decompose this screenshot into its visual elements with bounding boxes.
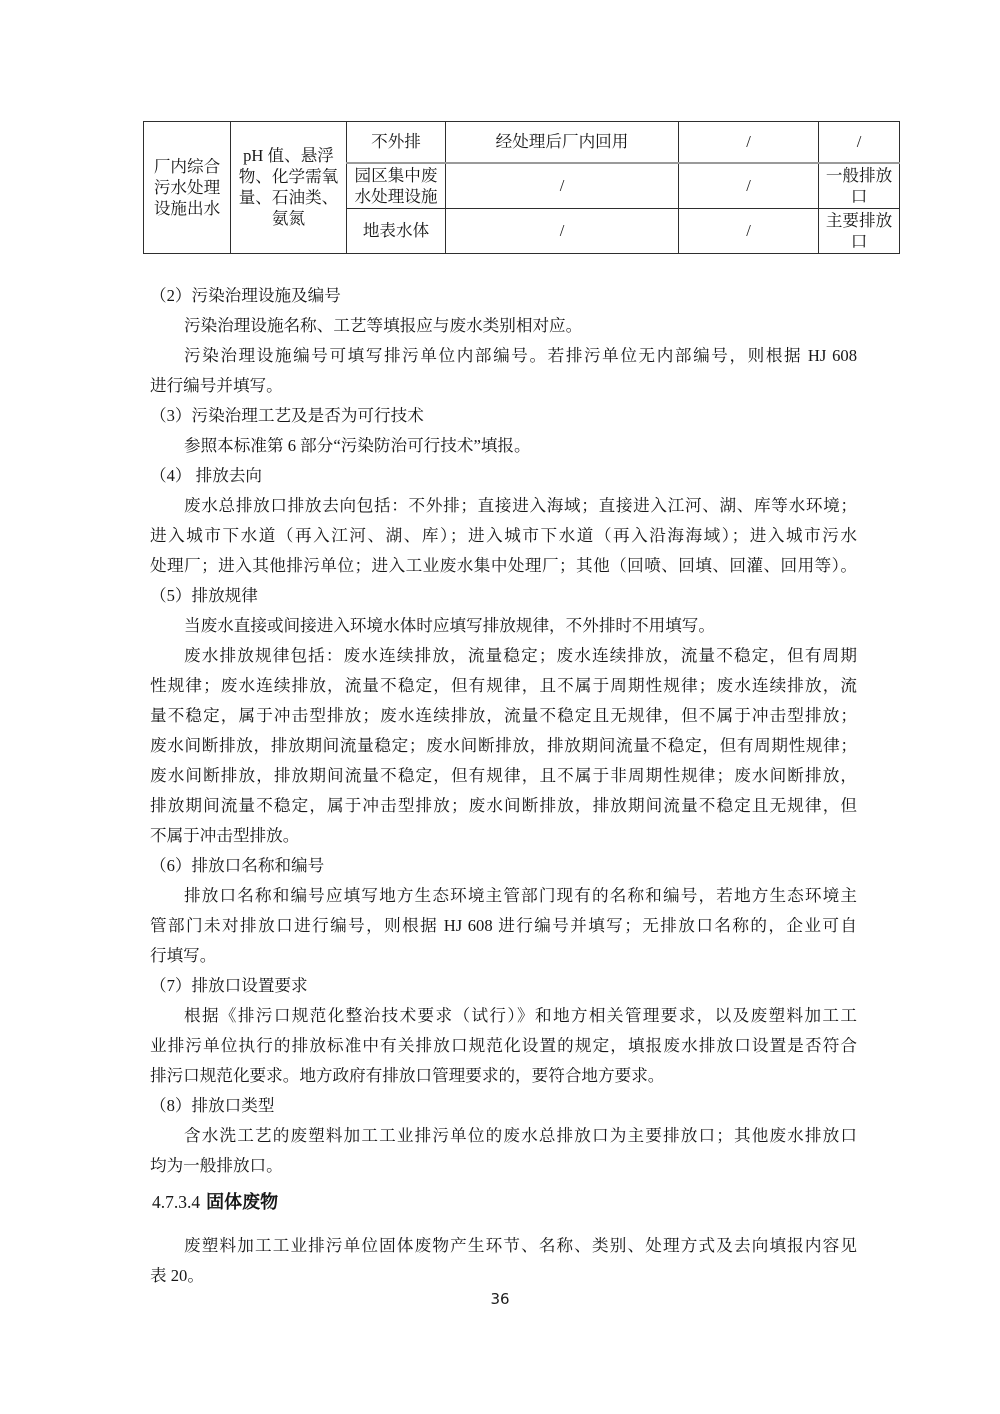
table-cell-destination: 不外排 bbox=[347, 122, 446, 163]
table-cell-destination: 地表水体 bbox=[347, 208, 446, 253]
wastewater-outlet-table bbox=[143, 121, 900, 254]
page-content bbox=[143, 121, 893, 1291]
table-cell-outlet-type: 一般排放口 bbox=[819, 163, 900, 209]
body-line: 根据《排污口规范化整治技术要求（试行）》和地方相关管理要求，以及废塑料加工工 bbox=[184, 1005, 857, 1025]
list-item-heading: （8）排放口类型 bbox=[150, 1095, 275, 1115]
body-line: 废塑料加工工业排污单位固体废物产生环节、名称、类别、处理方式及去向填报内容见 bbox=[184, 1235, 857, 1255]
section-number: 4.7.3.4 bbox=[152, 1191, 201, 1212]
body-line: 废水间断排放，排放期间流量稳定；废水间断排放，排放期间流量不稳定，但有周期性规律； bbox=[150, 735, 857, 755]
section-title: 固体废物 bbox=[206, 1191, 279, 1212]
body-line: 废水总排放口排放去向包括：不外排；直接进入海域；直接进入江河、湖、库等水环境； bbox=[184, 495, 857, 515]
list-item-heading: （3）污染治理工艺及是否为可行技术 bbox=[150, 405, 424, 425]
body-line: 业排污单位执行的排放标准中有关排放口规范化设置的规定，填报废水排放口设置是否符合 bbox=[150, 1035, 857, 1055]
table-cell-outlet-type: / bbox=[819, 122, 900, 163]
body-line: 均为一般排放口。 bbox=[150, 1155, 283, 1175]
body-line: 进行编号并填写。 bbox=[150, 375, 283, 395]
body-line: 性规律；废水连续排放，流量不稳定，但有规律，且不属于周期性规律；废水连续排放，流 bbox=[150, 675, 857, 695]
table-cell-outlet-type: 主要排放口 bbox=[819, 208, 900, 253]
body-line: 行填写。 bbox=[150, 945, 217, 965]
body-line: 含水洗工艺的废塑料加工工业排污单位的废水总排放口为主要排放口；其他废水排放口 bbox=[184, 1125, 857, 1145]
body-text bbox=[150, 281, 857, 1181]
body-line: 当废水直接或间接进入环境水体时应填写排放规律，不外排时不用填写。 bbox=[184, 615, 715, 635]
body-line: 废水排放规律包括：废水连续排放，流量稳定；废水连续排放，流量不稳定，但有周期 bbox=[184, 645, 857, 665]
list-item-heading: （2）污染治理设施及编号 bbox=[150, 285, 341, 305]
list-item-heading: （6）排放口名称和编号 bbox=[150, 855, 325, 875]
list-item-heading: （4） 排放去向 bbox=[150, 465, 263, 485]
body-line: 参照本标准第 6 部分“污染防治可行技术”填报。 bbox=[184, 435, 531, 455]
body-line: 量不稳定，属于冲击型排放；废水连续排放，流量不稳定且无规律，但不属于冲击型排放； bbox=[150, 705, 857, 725]
body-line: 排放期间流量不稳定，属于冲击型排放；废水间断排放，排放期间流量不稳定且无规律，但 bbox=[150, 795, 857, 815]
table-cell-pollutants: pH 值、悬浮物、化学需氧量、石油类、氨氮 bbox=[231, 122, 347, 254]
body-line: 污染治理设施编号可填写排污单位内部编号。若排污单位无内部编号，则根据 HJ 608 bbox=[184, 345, 857, 365]
table-cell-treatment: 经处理后厂内回用 bbox=[446, 122, 679, 163]
body-line: 进入城市下水道（再入江河、湖、库）；进入城市下水道（再入沿海海域）；进入城市污水 bbox=[150, 525, 857, 545]
body-line: 污染治理设施名称、工艺等填报应与废水类别相对应。 bbox=[184, 315, 583, 335]
body-line: 处理厂；进入其他排污单位；进入工业废水集中处理厂；其他（回喷、回填、回灌、回用等）。 bbox=[150, 555, 857, 575]
table-cell-blank: / bbox=[679, 122, 819, 163]
tail-text bbox=[150, 1231, 857, 1291]
table-cell-treatment: / bbox=[446, 208, 679, 253]
list-item-heading: （7）排放口设置要求 bbox=[150, 975, 308, 995]
body-line: 排污口规范化要求。地方政府有排放口管理要求的，要符合地方要求。 bbox=[150, 1065, 665, 1085]
section-heading bbox=[152, 1187, 857, 1217]
body-line: 管部门未对排放口进行编号，则根据 HJ 608 进行编号并填写；无排放口名称的，企业可自 bbox=[150, 915, 857, 935]
list-item-heading: （5）排放规律 bbox=[150, 585, 258, 605]
body-line: 排放口名称和编号应填写地方生态环境主管部门现有的名称和编号，若地方生态环境主 bbox=[184, 885, 857, 905]
table-cell-blank: / bbox=[679, 163, 819, 209]
page-number: 36 bbox=[490, 1290, 510, 1308]
body-line: 不属于冲击型排放。 bbox=[150, 825, 300, 845]
table-cell-destination: 园区集中废水处理设施 bbox=[347, 163, 446, 209]
body-line: 废水间断排放，排放期间流量不稳定，但有规律，且不属于非周期性规律；废水间断排放， bbox=[150, 765, 857, 785]
table-cell-source: 厂内综合污水处理设施出水 bbox=[144, 122, 231, 254]
table-cell-treatment: / bbox=[446, 163, 679, 209]
body-line: 表 20。 bbox=[150, 1265, 204, 1285]
table-cell-blank: / bbox=[679, 208, 819, 253]
